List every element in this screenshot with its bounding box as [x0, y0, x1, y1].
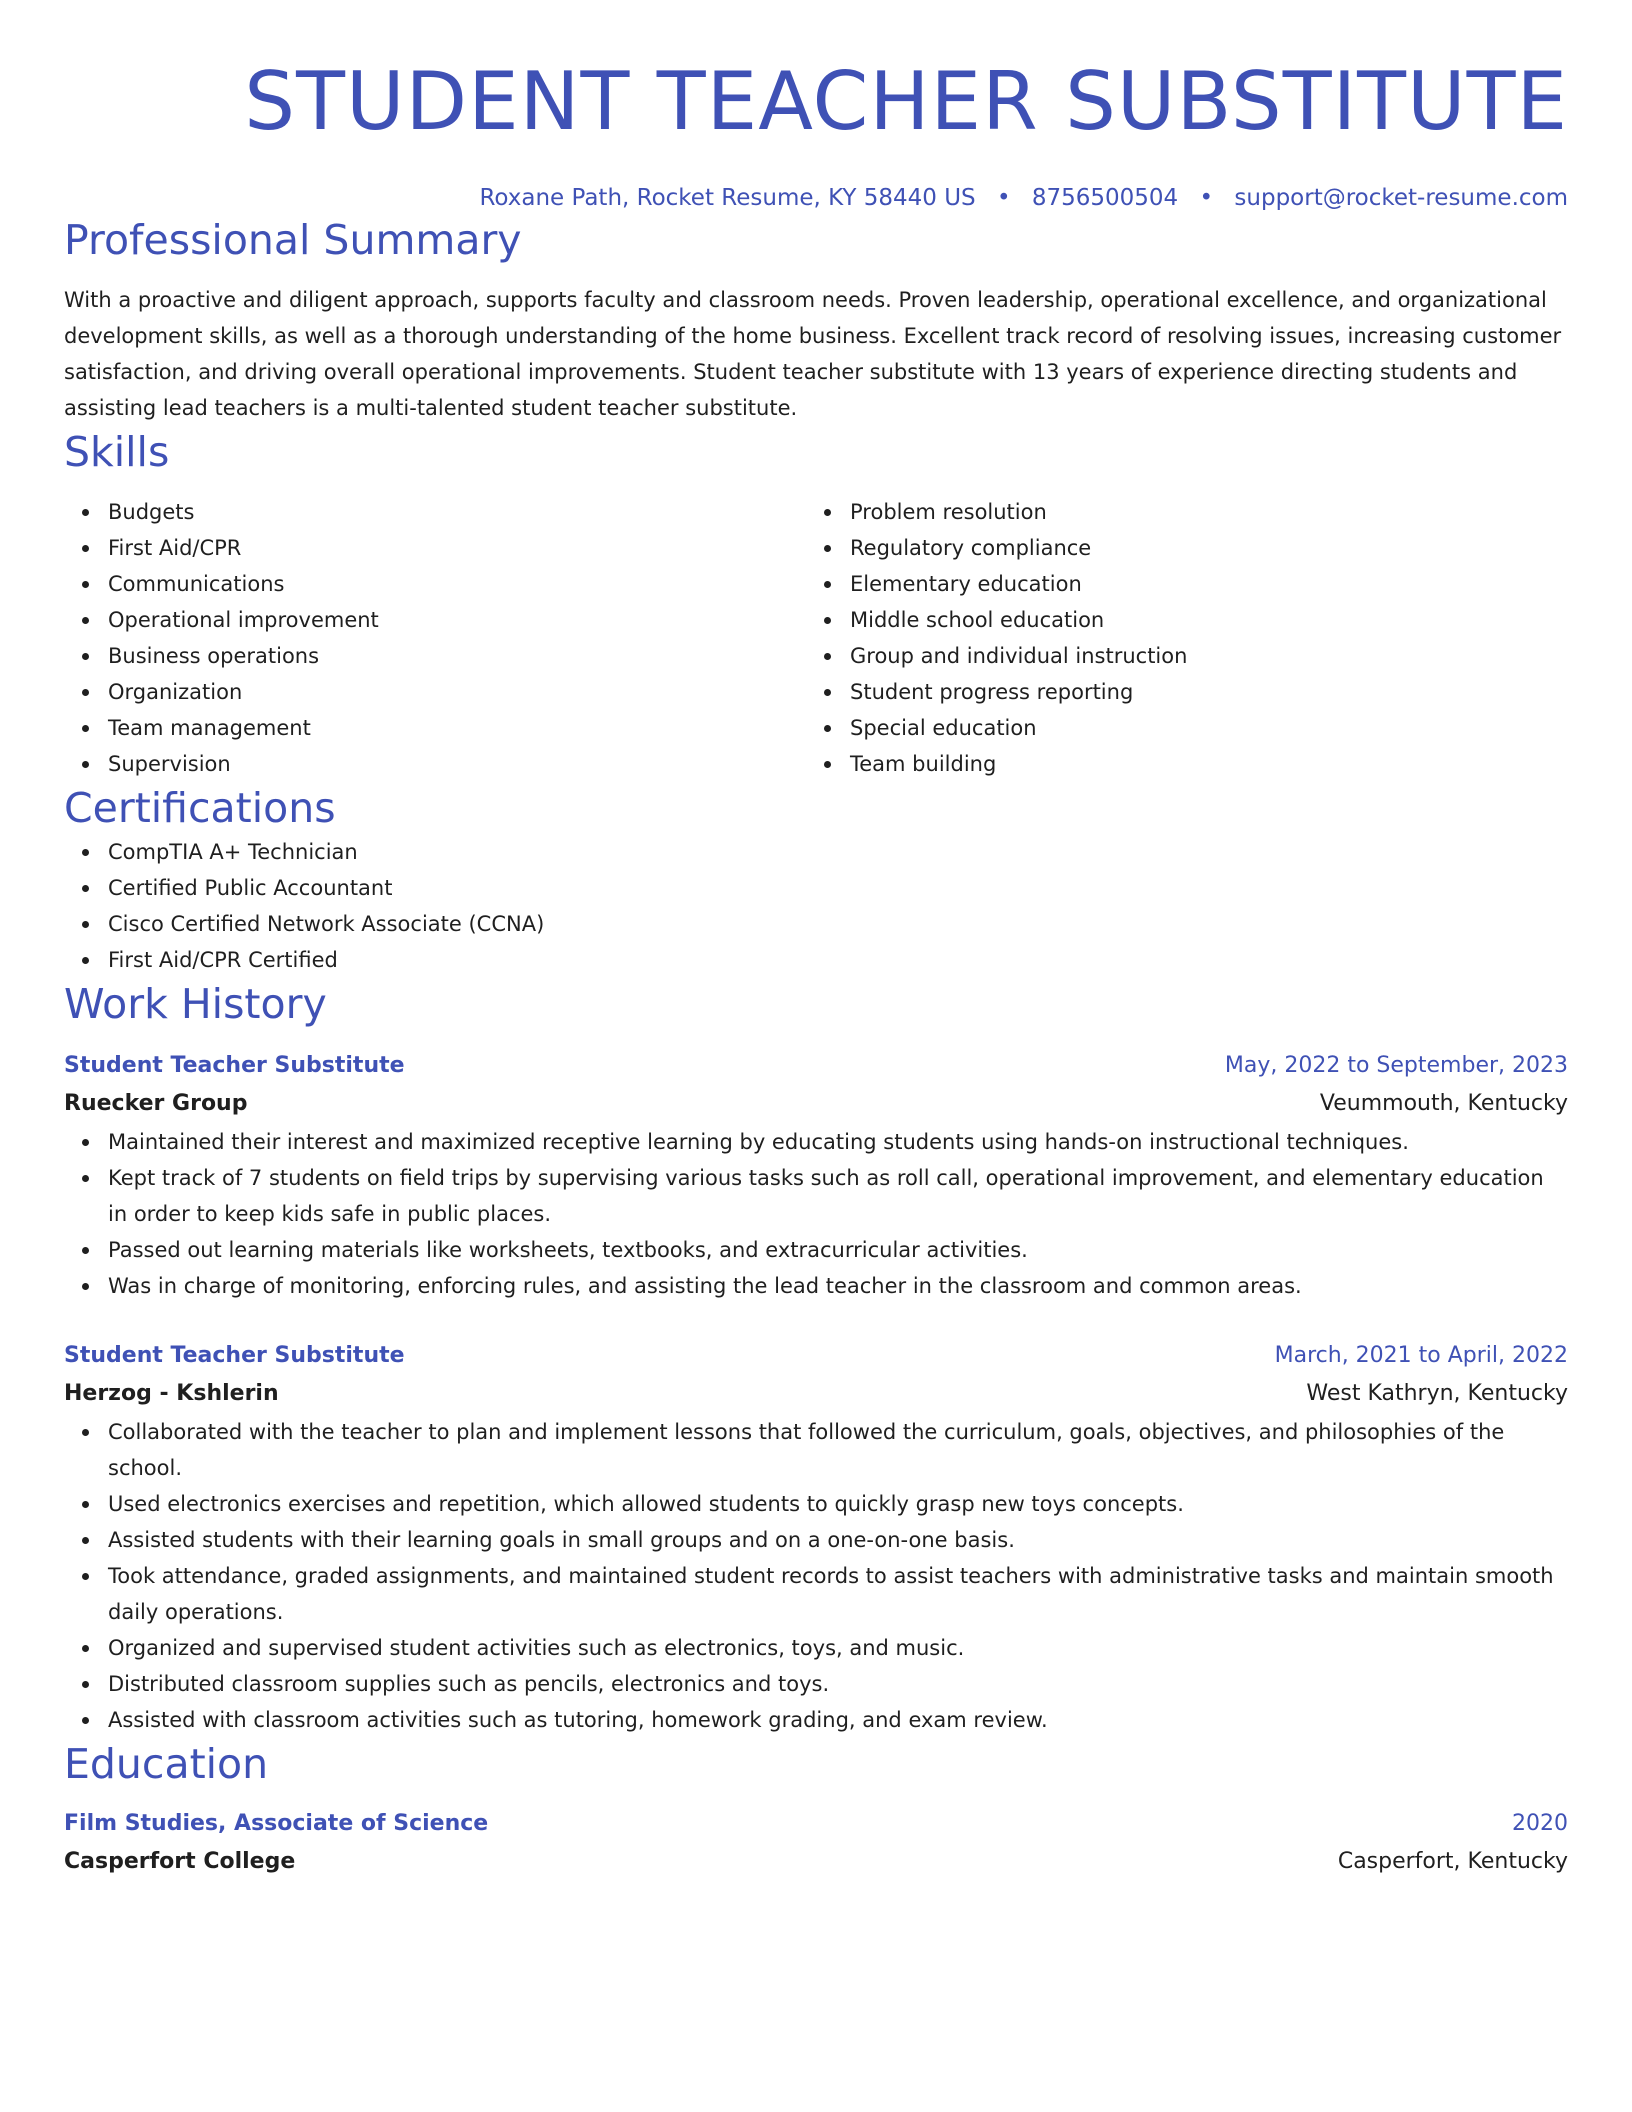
skill-item: Group and individual instruction	[850, 638, 1548, 674]
skill-item: Elementary education	[850, 566, 1548, 602]
skill-item: Communications	[108, 566, 806, 602]
work-history-heading: Work History	[64, 980, 327, 1028]
skill-item: Business operations	[108, 638, 806, 674]
job-duty: Passed out learning materials like worksheets, textbooks, and extracurricular activities.	[108, 1232, 1568, 1268]
skill-item: Team building	[850, 746, 1548, 782]
skill-item: Problem resolution	[850, 494, 1548, 530]
job-location: West Kathryn, Kentucky	[1306, 1381, 1568, 1406]
certification-item: First Aid/CPR Certified	[108, 942, 1568, 978]
skill-item: Budgets	[108, 494, 806, 530]
skill-item: Organization	[108, 674, 806, 710]
skills-list-right	[806, 494, 1548, 782]
job-entry	[64, 1048, 1568, 1304]
job-duty: Assisted students with their learning goals in small groups and on a one-on-one basis.	[108, 1522, 1568, 1558]
skill-item: Team management	[108, 710, 806, 746]
job-title: Student Teacher Substitute	[64, 1343, 405, 1368]
email-text: support@rocket-resume.com	[1234, 185, 1568, 211]
job-company-row	[64, 1084, 1568, 1124]
certification-item: CompTIA A+ Technician	[108, 834, 1568, 870]
job-duty: Took attendance, graded assignments, and maintained student records to assist teachers with administrative tasks and maintain smooth daily operations.	[108, 1558, 1568, 1630]
certification-item: Cisco Certified Network Associate (CCNA)	[108, 906, 1568, 942]
degree-name: Film Studies, Associate of Science	[64, 1811, 489, 1836]
job-duty: Maintained their interest and maximized receptive learning by educating students using hands-on instructional techniques.	[108, 1124, 1568, 1160]
candidate-name: STUDENT TEACHER SUBSTITUTE	[244, 55, 1568, 148]
address-text: Roxane Path, Rocket Resume, KY 58440 US	[479, 185, 976, 211]
education-entry	[64, 1806, 1568, 1882]
job-title: Student Teacher Substitute	[64, 1053, 405, 1078]
job-duty: Distributed classroom supplies such as pencils, electronics and toys.	[108, 1666, 1568, 1702]
company-name: Ruecker Group	[64, 1091, 248, 1116]
education-degree-row	[64, 1806, 1568, 1842]
certifications-heading: Certifications	[64, 784, 336, 832]
phone-text: 8756500504	[1031, 185, 1179, 211]
skill-item: Middle school education	[850, 602, 1548, 638]
skill-item: Supervision	[108, 746, 806, 782]
job-duties-list	[64, 1124, 1568, 1304]
graduation-year: 2020	[1512, 1811, 1568, 1836]
school-location: Casperfort, Kentucky	[1337, 1849, 1568, 1874]
skills-list-left	[64, 494, 806, 782]
skills-column-left	[64, 494, 806, 782]
skill-item: Student progress reporting	[850, 674, 1548, 710]
job-dates: May, 2022 to September, 2023	[1224, 1053, 1568, 1078]
skills-heading: Skills	[64, 428, 170, 476]
skill-item: Operational improvement	[108, 602, 806, 638]
skill-item: Regulatory compliance	[850, 530, 1548, 566]
contact-line	[64, 182, 1568, 214]
job-duties-list	[64, 1414, 1568, 1738]
summary-paragraph: With a proactive and diligent approach, supports faculty and classroom needs. Proven leadership, operational excellence, and organizational development skills, as well as a thorough understanding of the home business. Excellent track record of resolving issues, increasing customer satisfaction, and driving overall operational improvements. Student teacher substitute with 13 years of experience directing students and assisting lead teachers is a multi-talented student teacher substitute.	[64, 288, 1562, 420]
job-title-row	[64, 1048, 1568, 1084]
job-duty: Used electronics exercises and repetition, which allowed students to quickly grasp new toys concepts.	[108, 1486, 1568, 1522]
education-heading: Education	[64, 1740, 269, 1788]
certification-item: Certified Public Accountant	[108, 870, 1568, 906]
job-title-row	[64, 1338, 1568, 1374]
education-school-row	[64, 1842, 1568, 1882]
certifications-list	[64, 834, 1568, 978]
job-duty: Was in charge of monitoring, enforcing rules, and assisting the lead teacher in the classroom and common areas.	[108, 1268, 1568, 1304]
skill-item: First Aid/CPR	[108, 530, 806, 566]
job-duty: Kept track of 7 students on field trips by supervising various tasks such as roll call, operational improvement, and elementary education in order to keep kids safe in public places.	[108, 1160, 1568, 1232]
job-duty: Assisted with classroom activities such as tutoring, homework grading, and exam review.	[108, 1702, 1568, 1738]
resume-header	[64, 52, 1568, 214]
skills-columns	[64, 494, 1568, 782]
company-name: Herzog - Kshlerin	[64, 1381, 279, 1406]
job-dates: March, 2021 to April, 2022	[1274, 1343, 1568, 1368]
skill-item: Special education	[850, 710, 1548, 746]
school-name: Casperfort College	[64, 1849, 296, 1874]
job-duty: Organized and supervised student activities such as electronics, toys, and music.	[108, 1630, 1568, 1666]
job-location: Veummouth, Kentucky	[1319, 1091, 1568, 1116]
bullet-separator: •	[996, 185, 1011, 211]
bullet-separator: •	[1199, 185, 1214, 211]
job-duty: Collaborated with the teacher to plan and implement lessons that followed the curriculum, goals, objectives, and philosophies of the school.	[108, 1414, 1568, 1486]
job-company-row	[64, 1374, 1568, 1414]
summary-heading: Professional Summary	[64, 216, 522, 264]
skills-column-right	[806, 494, 1548, 782]
job-entry	[64, 1338, 1568, 1738]
